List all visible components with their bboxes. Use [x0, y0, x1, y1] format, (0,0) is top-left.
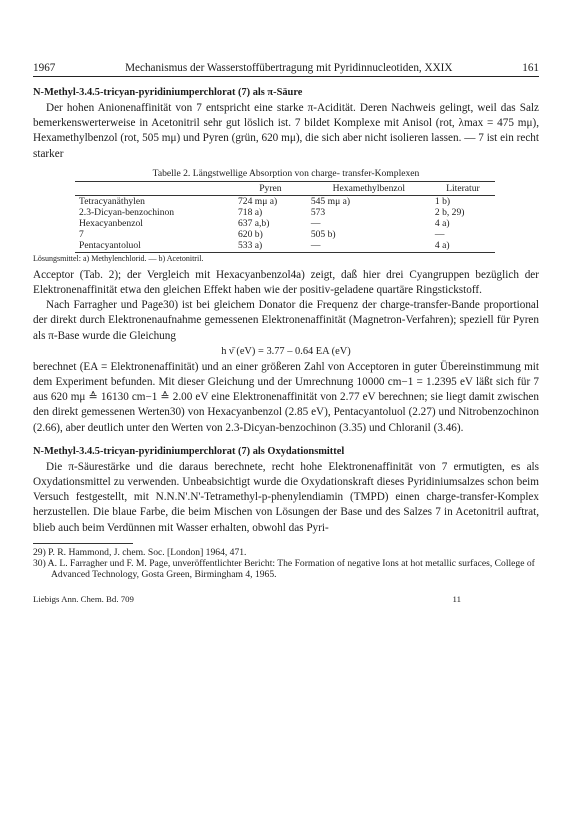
table-cell: Pentacyantoluol: [75, 240, 234, 253]
table-cell: 533 a): [234, 240, 307, 253]
header-page-number: 161: [522, 62, 539, 74]
absorption-table: [75, 181, 495, 253]
table-cell: —: [310, 217, 321, 229]
table-cell: 637 a,b): [237, 217, 270, 229]
footnote-divider: [33, 543, 133, 544]
page: [33, 62, 539, 604]
table-header-cell: Pyren: [234, 181, 307, 195]
table-row: [75, 240, 495, 253]
table-header-row: [75, 181, 495, 195]
equation: h ν̄ (eV) = 3.77 – 0.64 EA (eV): [221, 345, 351, 357]
table-cell: Hexacyanbenzol: [79, 217, 143, 229]
paragraph-oxidant: Die π-Säurestärke und die daraus berechnete, recht hohe Elektronenaffinität von 7 ermutigten, es als Oxydationsmittel zu verwenden. Unbeabsichtigt wurde die Oxydationskraft dieses Pyridiniumsalzes schon beim Versuch festgestellt, mit N.N.N'.N'-Tetramethyl-p-phenylendiamin (TMPD) einen charge-transfer-Komplex herzustellen. Die blaue Farbe, die beim Mischen von Lösungen der Base und des Salzes 7 in Acetonitril auftrat, blieb auch beim Verdünnen mit Wasser erhalten, obwohl das Pyri-: [33, 460, 539, 534]
footnote-29: 29) P. R. Hammond, J. chem. Soc. [London] 1964, 471.: [33, 546, 247, 558]
table-cell: 545 mμ a): [310, 195, 351, 207]
table-header-cell: [75, 181, 234, 195]
table-row: [75, 207, 495, 218]
table-cell: 2.3-Dicyan-benzochinon: [79, 206, 175, 218]
table-row: [75, 218, 495, 229]
table-row: [75, 229, 495, 240]
header-title: Mechanismus der Wasserstoffübertragung mit Pyridinnucleotiden, XXIX: [125, 62, 453, 74]
running-header: [33, 62, 539, 77]
table-cell: 724 mμ a): [237, 195, 278, 207]
table-header-cell: Hexamethylbenzol: [307, 181, 431, 195]
table-cell: 2 b, 29): [434, 206, 465, 218]
paragraph-calculation: berechnet (EA = Elektronenaffinität) und an einer größeren Zahl von Acceptoren in guter Übereinstimmung mit dem Experiment befunden. Mit dieser Gleichung und der Umrechnung 10000 cm−1 = 1.2395 eV läßt sich für 7 aus 620 mμ ≙ 16130 cm−1 ≙ 2.00 eV eine Elektronenaffinität von 2.77 eV berechnen; sie liegt damit zwischen den direkt gemessenen Werten30) von Hexacyanbenzol (2.85 eV), Pentacyantoluol (2.27) und Nitrobenzochinon (2.66), aber deutlich unter den Werten von 2.3-Dicyan-benzochinon (3.35) und Chloranil (3.46).: [33, 360, 539, 434]
header-year: 1967: [33, 62, 56, 74]
footer-journal: Liebigs Ann. Chem. Bd. 709: [33, 593, 134, 604]
table-cell: 505 b): [310, 228, 336, 240]
paragraph-acceptor: Acceptor (Tab. 2); der Vergleich mit Hexacyanbenzol4a) zeigt, daß hier drei Cyangruppen bezüglich der Elektronenaffinität etwa den gleichen Effekt haben wie der positiv-geladene quartäre Ringstickstoff.: [33, 268, 539, 297]
paragraph-pi-acidity: Der hohen Anionenaffinität von 7 entspricht eine starke π-Acidität. Deren Nachweis gelingt, weil das Salz bemerkenswerterweise in Acetonitril sehr gut löslich ist. 7 bildet Komplexe mit Anisol (rot, λmax = 475 mμ), Hexamethylbenzol (rot, 505 mμ) und Pyren (grün, 620 mμ), die sich aber nicht isolieren lassen. — 7 ist ein recht starker: [33, 102, 539, 160]
table-header-cell: Literatur: [431, 181, 495, 195]
table-cell: 4 a): [434, 217, 450, 229]
table-cell: Tetracyanäthylen: [79, 195, 145, 207]
table-cell: 620 b): [237, 228, 263, 240]
table-cell: 573: [310, 206, 326, 218]
page-footer: [33, 594, 539, 604]
table-cell: 7: [79, 228, 84, 240]
footnote-30: 30) A. L. Farragher und F. M. Page, unveröffentlichter Bericht: The Formation of negative Ions at hot metallic surfaces, College of Advanced Technology, Gosta Green, Birmingham 4, 1965.: [33, 557, 535, 580]
section-title-pi-acid: N-Methyl-3.4.5-tricyan-pyridiniumperchlorat (7) als π-Säure: [33, 87, 303, 98]
footer-sheet-number: 11: [452, 593, 461, 604]
table-caption: Tabelle 2. Längstwellige Absorption von charge- transfer-Komplexen: [152, 167, 420, 179]
table-cell: —: [434, 228, 445, 240]
table-cell: 4 a): [431, 240, 495, 253]
table-row: [75, 195, 495, 207]
table-cell: 1 b): [434, 195, 451, 207]
table-solvent-note: Lösungsmittel: a) Methylenchlorid. — b) Acetonitril.: [33, 253, 204, 263]
paragraph-farragher-page: Nach Farragher und Page30) ist bei gleichem Donator die Frequenz der charge-transfer-Bande proportional der direkt durch Elektronenaufnahme gemessenen Elektronenaffinität (Magnetron-Verfahren); speziell für Pyren als π-Base wurde die Gleichung: [33, 299, 539, 342]
table-cell: —: [307, 240, 431, 253]
table-cell: 718 a): [237, 206, 263, 218]
section-title-oxidant: N-Methyl-3.4.5-tricyan-pyridiniumperchlorat (7) als Oxydationsmittel: [33, 445, 345, 457]
